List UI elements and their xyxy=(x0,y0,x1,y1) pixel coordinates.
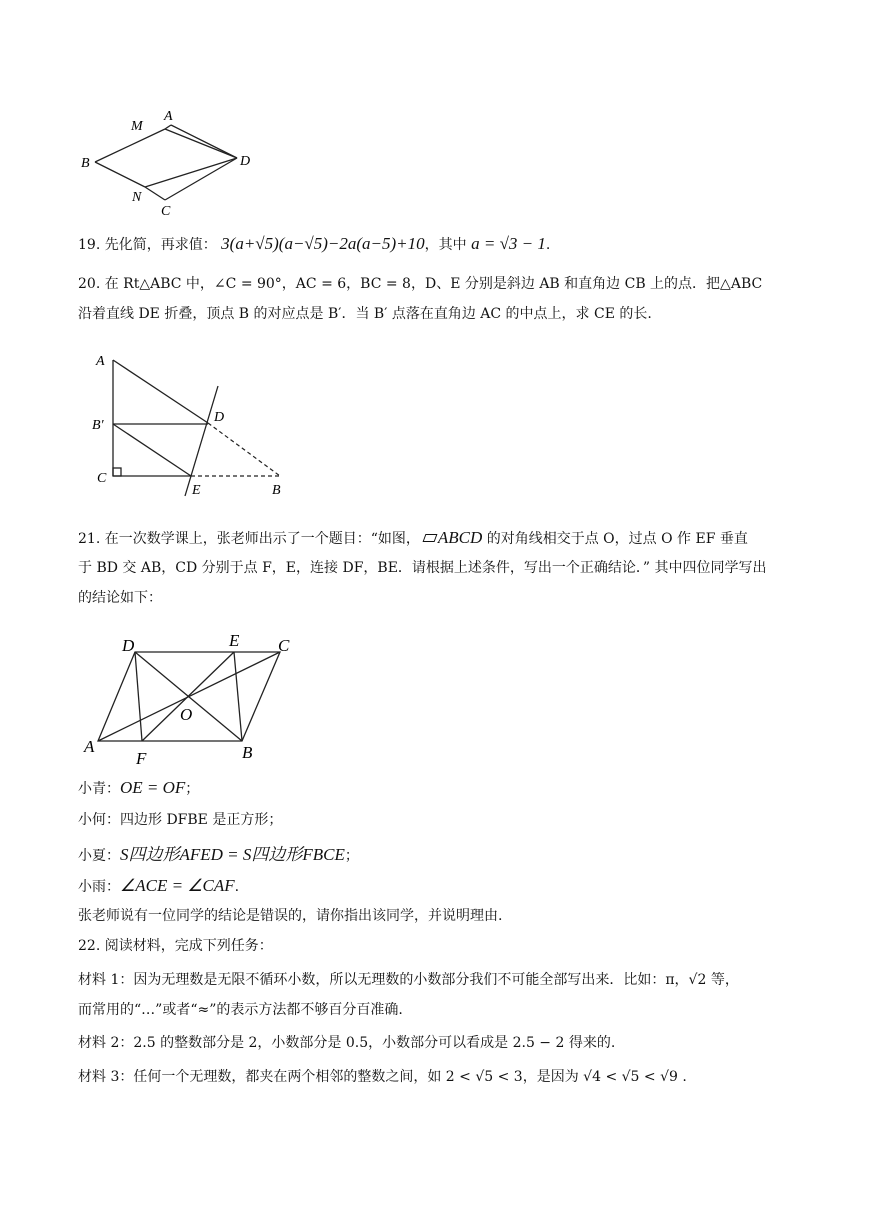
label-E: E xyxy=(229,631,240,650)
answer-xiaoqing xyxy=(78,778,199,799)
material-2 xyxy=(78,1033,615,1053)
material-3 xyxy=(78,1067,687,1087)
answer-name: 小青： xyxy=(78,781,120,797)
label-C: C xyxy=(278,636,290,655)
q19-mid: ，其中 xyxy=(424,237,467,253)
label-M: M xyxy=(131,119,143,134)
material-1-line-1 xyxy=(78,970,739,990)
question-21-line-1 xyxy=(78,528,748,549)
label-D: D xyxy=(122,636,135,655)
label-D: D xyxy=(240,154,251,169)
answer-end: ； xyxy=(344,848,359,864)
answer-statement: OE = OF xyxy=(120,778,186,797)
q21-text-3: 的结论如下： xyxy=(78,590,162,606)
label-B: B xyxy=(272,483,281,498)
answer-xiaoxia xyxy=(78,845,359,866)
question-20-line-1 xyxy=(78,274,762,294)
answer-statement: ∠ACE = ∠CAF xyxy=(120,876,235,895)
label-B: B xyxy=(81,156,90,171)
q19-number: 19. xyxy=(78,237,101,253)
question-20-line-2 xyxy=(78,304,652,324)
answer-xiaoyu xyxy=(78,876,239,897)
q21-text-2: 于 BD 交 AB，CD 分别于点 F，E，连接 DF，BE．请根据上述条件，写出一个正确结论．” 其中四位同学写出 xyxy=(78,560,767,576)
label-B-prime: B′ xyxy=(92,418,104,433)
q21-text-1b: ABCD xyxy=(437,528,483,547)
figure-quadrilateral-bmadnc xyxy=(75,105,275,220)
question-21-line-2 xyxy=(78,558,767,578)
q19-end: . xyxy=(545,237,551,253)
answer-statement: 四边形 DFBE 是正方形； xyxy=(120,812,283,828)
question-19 xyxy=(78,234,550,255)
q19-expression: 3(a+√5)(a−√5)−2a(a−5)+10 xyxy=(221,234,425,253)
q20-text-1: 在 Rt△ABC 中，∠C = 90°，AC = 6，BC = 8，D、E 分别是斜边 AB 和直角边 CB 上的点．把△ABC xyxy=(104,276,763,292)
answer-name: 小夏： xyxy=(78,848,120,864)
figure-fold-triangle xyxy=(88,348,303,498)
label-A: A xyxy=(84,737,95,756)
material-2-text: 材料 2：2.5 的整数部分是 2，小数部分是 0.5，小数部分可以看成是 2.5 − 2 得来的. xyxy=(78,1035,616,1051)
parallelogram-icon xyxy=(422,534,437,542)
answer-xiaohe xyxy=(78,810,282,830)
label-D: D xyxy=(214,410,225,425)
figure-parallelogram-abcd xyxy=(80,628,310,773)
q20-number: 20. xyxy=(78,276,101,292)
q22-number: 22. xyxy=(78,938,101,954)
question-21-line-3 xyxy=(78,588,162,608)
label-A: A xyxy=(164,109,173,124)
q21-text-1c: 的对角线相交于点 O，过点 O 作 EF 垂直 xyxy=(482,531,748,547)
label-C: C xyxy=(97,471,107,486)
material-1-text-b: 而常用的“…”或者“≈”的表示方法都不够百分百准确. xyxy=(78,1002,403,1018)
teacher-statement xyxy=(78,906,502,926)
answer-end: ； xyxy=(185,781,200,797)
material-1-line-2 xyxy=(78,1000,403,1020)
material-1-text-a: 材料 1：因为无理数是无限不循环小数，所以无理数的小数部分我们不可能全部写出来．比如：π，√2 等， xyxy=(78,972,739,988)
label-N: N xyxy=(132,190,142,205)
answer-name: 小雨： xyxy=(78,879,120,895)
q22-lead: 阅读材料，完成下列任务： xyxy=(104,938,273,954)
question-22 xyxy=(78,936,273,956)
q19-lead: 先化简，再求值： xyxy=(104,237,217,253)
q19-condition: a = √3 − 1 xyxy=(471,234,546,253)
answer-statement: S四边形AFED = S四边形FBCE xyxy=(120,845,345,864)
q20-text-2: 沿着直线 DE 折叠，顶点 B 的对应点是 B′．当 B′ 点落在直角边 AC 的中点上，求 CE 的长. xyxy=(78,306,652,322)
label-A: A xyxy=(96,354,105,369)
answer-name: 小何： xyxy=(78,812,120,828)
teacher-text: 张老师说有一位同学的结论是错误的，请你指出该同学，并说明理由. xyxy=(78,908,503,924)
q21-text-1a: 在一次数学课上，张老师出示了一个题目：“如图， xyxy=(104,531,420,547)
label-F: F xyxy=(136,749,147,768)
q21-number: 21. xyxy=(78,531,101,547)
label-C: C xyxy=(161,204,171,219)
answer-end: . xyxy=(234,879,240,895)
material-3-text: 材料 3：任何一个无理数，都夹在两个相邻的整数之间，如 2 < √5 < 3，是因为 √4 < √5 < √9 . xyxy=(78,1069,687,1085)
label-B: B xyxy=(242,743,253,762)
label-O: O xyxy=(180,705,193,724)
label-E: E xyxy=(192,483,201,498)
